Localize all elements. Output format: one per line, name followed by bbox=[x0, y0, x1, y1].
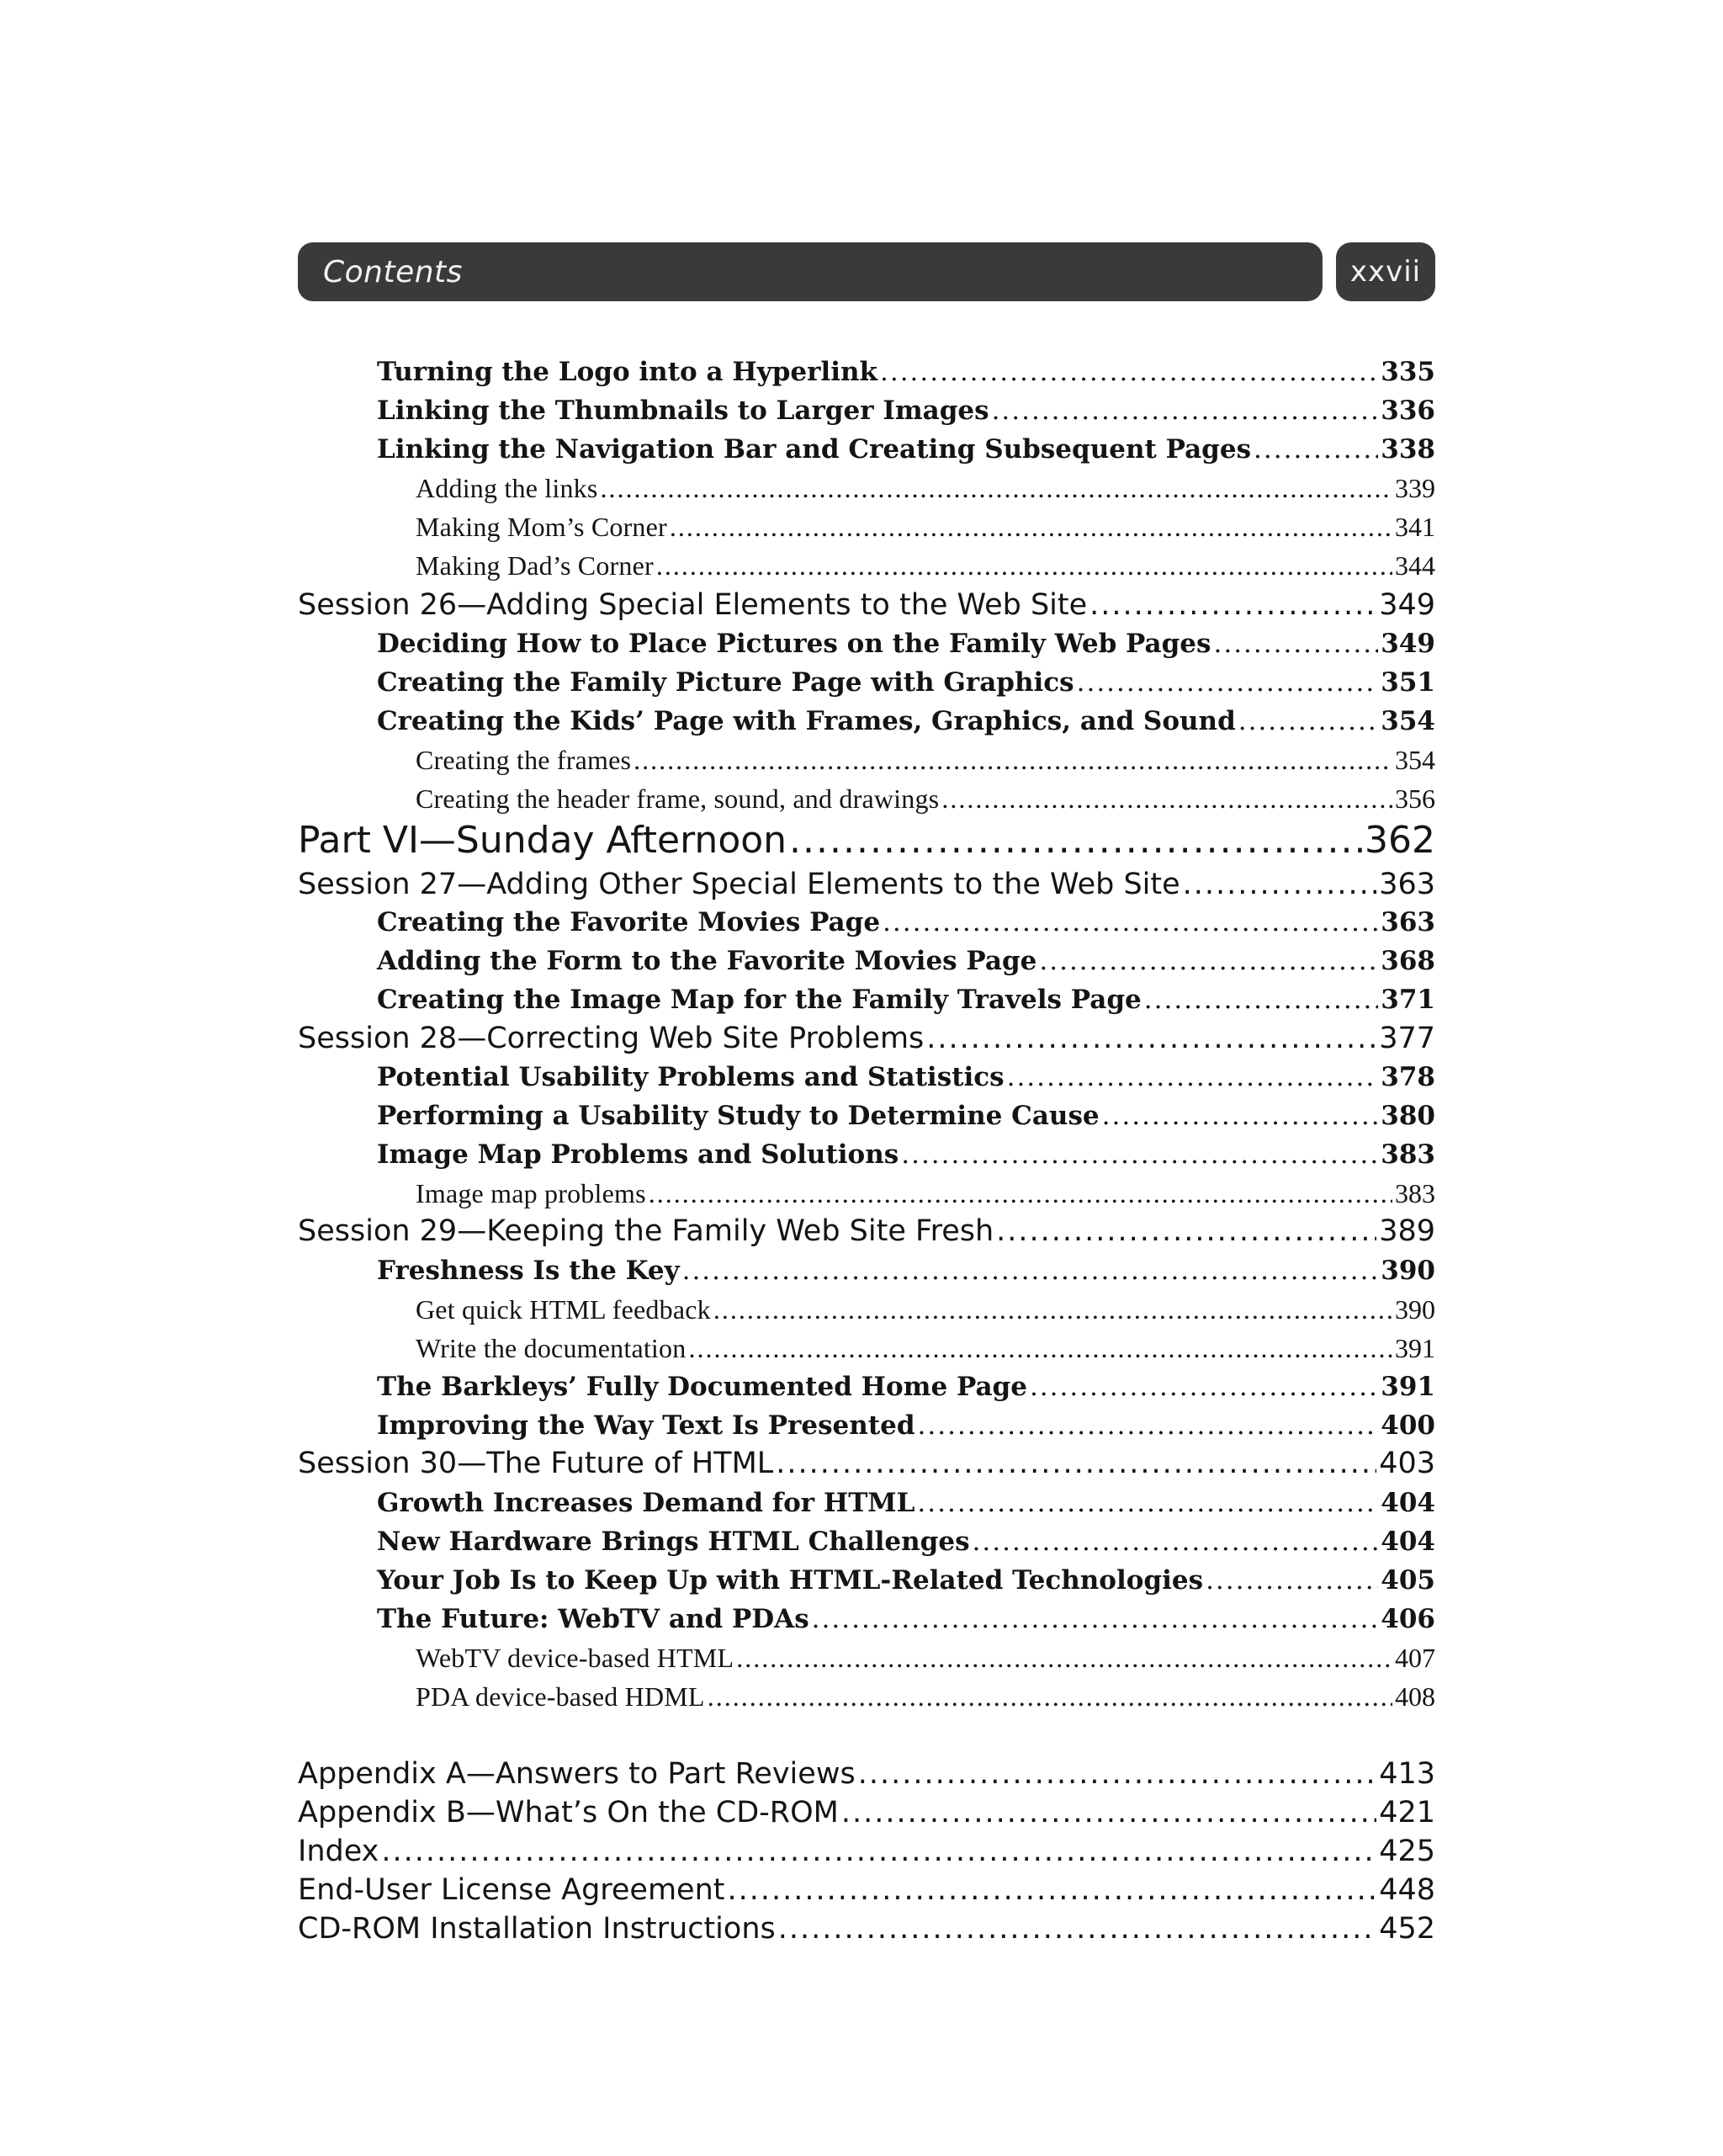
toc-entry-page: 368 bbox=[1381, 946, 1435, 976]
toc-entry-page: 400 bbox=[1381, 1410, 1435, 1441]
toc-entry bbox=[416, 745, 1435, 782]
toc-entry bbox=[377, 1527, 1435, 1564]
dot-leader bbox=[634, 745, 1392, 776]
toc-entry-title: Linking the Navigation Bar and Creating Subsequent Pages bbox=[377, 434, 1252, 465]
toc-entry-title: Adding the links bbox=[416, 473, 598, 503]
toc-entry bbox=[298, 1796, 1435, 1835]
toc-entry bbox=[377, 1101, 1435, 1138]
toc-entry bbox=[416, 1333, 1435, 1370]
toc-entry-page: 351 bbox=[1381, 667, 1435, 698]
toc-entry-page: 349 bbox=[1379, 588, 1435, 622]
toc-entry-title: Making Mom’s Corner bbox=[416, 512, 667, 542]
dot-leader bbox=[883, 907, 1378, 937]
toc-entry bbox=[377, 1565, 1435, 1602]
dot-leader bbox=[1183, 868, 1377, 901]
toc-entry-page: 354 bbox=[1395, 745, 1435, 775]
dot-leader bbox=[1089, 588, 1376, 622]
dot-leader bbox=[1206, 1565, 1378, 1596]
toc-entry-page: 338 bbox=[1381, 434, 1435, 465]
toc-entry-title: Session 29—Keeping the Family Web Site Fresh bbox=[298, 1214, 994, 1248]
toc-entry bbox=[377, 946, 1435, 983]
toc-entry bbox=[377, 629, 1435, 666]
toc-entry-page: 362 bbox=[1365, 819, 1435, 862]
toc-entry-page: 363 bbox=[1379, 868, 1435, 901]
toc-entry bbox=[298, 868, 1435, 906]
dot-leader bbox=[1254, 434, 1378, 465]
dot-leader bbox=[901, 1139, 1378, 1170]
toc-entry-title: Growth Increases Demand for HTML bbox=[377, 1488, 915, 1518]
toc-entry bbox=[298, 1835, 1435, 1873]
toc-entry-page: 452 bbox=[1379, 1912, 1435, 1946]
toc-entry-title: Get quick HTML feedback bbox=[416, 1294, 711, 1325]
toc-entry-title: Creating the Image Map for the Family Travels Page bbox=[377, 985, 1142, 1015]
toc-entry bbox=[416, 512, 1435, 549]
page-number: xxvii bbox=[1349, 255, 1422, 289]
toc-entry-page: 336 bbox=[1381, 396, 1435, 426]
toc-entry bbox=[416, 473, 1435, 510]
toc-entry-title: Appendix A—Answers to Part Reviews bbox=[298, 1757, 856, 1791]
toc-entry-page: 403 bbox=[1379, 1447, 1435, 1480]
toc-entry-title: Creating the frames bbox=[416, 745, 632, 775]
dot-leader bbox=[1039, 946, 1378, 976]
toc-entry-title: Potential Usability Problems and Statistics bbox=[377, 1062, 1005, 1092]
toc-entry bbox=[298, 1022, 1435, 1060]
toc-entry-page: 354 bbox=[1381, 706, 1435, 736]
dot-leader bbox=[973, 1527, 1379, 1557]
dot-leader bbox=[656, 550, 1392, 581]
toc-entry-title: The Future: WebTV and PDAs bbox=[377, 1604, 809, 1634]
toc-entry-page: 383 bbox=[1381, 1139, 1435, 1170]
toc-entry-page: 363 bbox=[1381, 907, 1435, 937]
toc-entry-page: 344 bbox=[1395, 550, 1435, 581]
toc-entry bbox=[377, 985, 1435, 1022]
toc-entry-page: 448 bbox=[1379, 1873, 1435, 1907]
toc-entry bbox=[298, 588, 1435, 627]
toc-entry bbox=[298, 1447, 1435, 1485]
toc-entry-page: 377 bbox=[1379, 1022, 1435, 1055]
toc-entry-title: Performing a Usability Study to Determine Cause bbox=[377, 1101, 1100, 1131]
toc-entry-title: Turning the Logo into a Hyperlink bbox=[377, 357, 877, 387]
dot-leader bbox=[941, 783, 1392, 815]
dot-leader bbox=[992, 396, 1379, 426]
toc-entry-title: Deciding How to Place Pictures on the Family Web Pages bbox=[377, 629, 1211, 659]
toc-entry-page: 378 bbox=[1381, 1062, 1435, 1092]
dot-leader bbox=[601, 473, 1392, 504]
toc-entry-title: Creating the Kids’ Page with Frames, Graphics, and Sound bbox=[377, 706, 1236, 736]
toc-entry bbox=[377, 907, 1435, 944]
toc-entry-title: Making Dad’s Corner bbox=[416, 550, 654, 581]
toc-entry bbox=[377, 1372, 1435, 1409]
toc-entry-page: 406 bbox=[1381, 1604, 1435, 1634]
toc-entry bbox=[298, 1873, 1435, 1912]
toc-entry-page: 407 bbox=[1395, 1643, 1435, 1673]
dot-leader bbox=[670, 512, 1392, 543]
toc-entry bbox=[298, 1912, 1435, 1951]
toc-entry-title: Session 27—Adding Other Special Elements to the Web Site bbox=[298, 868, 1180, 901]
toc-entry-title: Adding the Form to the Favorite Movies Page bbox=[377, 946, 1037, 976]
toc-entry-page: 335 bbox=[1381, 357, 1435, 387]
toc-entry bbox=[377, 1062, 1435, 1099]
toc-entry-title: Creating the Family Picture Page with Graphics bbox=[377, 667, 1074, 698]
toc-entry-title: Freshness Is the Key bbox=[377, 1256, 680, 1286]
toc-entry bbox=[377, 1256, 1435, 1293]
dot-leader bbox=[1077, 667, 1379, 698]
dot-leader bbox=[708, 1681, 1392, 1713]
toc-entry-title: PDA device-based HDML bbox=[416, 1681, 705, 1712]
toc-entry-page: 380 bbox=[1381, 1101, 1435, 1131]
toc-entry bbox=[377, 1604, 1435, 1641]
toc-entry bbox=[416, 550, 1435, 587]
toc-entry bbox=[416, 1681, 1435, 1718]
toc-entry-page: 390 bbox=[1395, 1294, 1435, 1325]
toc-entry-page: 408 bbox=[1395, 1681, 1435, 1712]
toc-entry bbox=[377, 357, 1435, 394]
toc-entry-page: 405 bbox=[1381, 1565, 1435, 1596]
toc-entry-title: New Hardware Brings HTML Challenges bbox=[377, 1527, 970, 1557]
toc-entry-page: 421 bbox=[1379, 1796, 1435, 1829]
toc-entry-title: Your Job Is to Keep Up with HTML-Related Technologies bbox=[377, 1565, 1204, 1596]
dot-leader bbox=[812, 1604, 1379, 1634]
toc-entry-page: 349 bbox=[1381, 629, 1435, 659]
dot-leader bbox=[736, 1643, 1392, 1674]
toc-entry-title: End-User License Agreement bbox=[298, 1873, 725, 1907]
toc-entry-page: 413 bbox=[1379, 1757, 1435, 1791]
dot-leader bbox=[917, 1488, 1378, 1518]
toc-entry-page: 383 bbox=[1395, 1178, 1435, 1208]
toc-entry bbox=[377, 706, 1435, 743]
toc-entry-title: Image Map Problems and Solutions bbox=[377, 1139, 899, 1170]
dot-leader bbox=[682, 1256, 1379, 1286]
dot-leader bbox=[1213, 629, 1378, 659]
dot-leader bbox=[1102, 1101, 1379, 1131]
toc-entry-title: Appendix B—What’s On the CD-ROM bbox=[298, 1796, 839, 1829]
dot-leader bbox=[1144, 985, 1379, 1015]
dot-leader bbox=[381, 1835, 1376, 1868]
toc-entry bbox=[377, 1139, 1435, 1176]
toc-entry-title: Image map problems bbox=[416, 1178, 646, 1208]
dot-leader bbox=[1030, 1372, 1378, 1402]
toc-entry-title: Part VI—Sunday Afternoon bbox=[298, 819, 787, 862]
toc-entry-page: 425 bbox=[1379, 1835, 1435, 1868]
toc-entry-title: Session 30—The Future of HTML bbox=[298, 1447, 774, 1480]
dot-leader bbox=[649, 1178, 1392, 1209]
dot-leader bbox=[728, 1873, 1377, 1907]
toc-entry bbox=[298, 819, 1435, 866]
toc-entry bbox=[416, 783, 1435, 820]
toc-entry bbox=[377, 667, 1435, 704]
toc-entry-title: Improving the Way Text Is Presented bbox=[377, 1410, 915, 1441]
toc-entry-title: Linking the Thumbnails to Larger Images bbox=[377, 396, 989, 426]
dot-leader bbox=[789, 819, 1362, 862]
toc-entry bbox=[416, 1294, 1435, 1331]
toc-entry-page: 371 bbox=[1381, 985, 1435, 1015]
toc-entry-page: 404 bbox=[1381, 1527, 1435, 1557]
toc-entry-page: 391 bbox=[1395, 1333, 1435, 1363]
toc-entry bbox=[416, 1643, 1435, 1680]
toc-entry-page: 356 bbox=[1395, 783, 1435, 814]
dot-leader bbox=[926, 1022, 1376, 1055]
toc-entry-page: 391 bbox=[1381, 1372, 1435, 1402]
header-title: Contents bbox=[323, 254, 463, 289]
dot-leader bbox=[688, 1333, 1392, 1364]
toc-entry-page: 389 bbox=[1379, 1214, 1435, 1248]
toc-entry bbox=[377, 1410, 1435, 1447]
toc-entry-title: Write the documentation bbox=[416, 1333, 687, 1363]
toc-entry-page: 339 bbox=[1395, 473, 1435, 503]
toc-entry bbox=[377, 434, 1435, 471]
dot-leader bbox=[1007, 1062, 1379, 1092]
toc-entry bbox=[298, 1757, 1435, 1796]
toc-entry bbox=[416, 1178, 1435, 1215]
toc-entry-page: 341 bbox=[1395, 512, 1435, 542]
dot-leader bbox=[776, 1447, 1376, 1480]
dot-leader bbox=[1238, 706, 1379, 736]
toc-entry-page: 404 bbox=[1381, 1488, 1435, 1518]
dot-leader bbox=[918, 1410, 1379, 1441]
toc-entry-page: 390 bbox=[1381, 1256, 1435, 1286]
toc-entry-title: WebTV device-based HTML bbox=[416, 1643, 734, 1673]
toc-entry-title: CD-ROM Installation Instructions bbox=[298, 1912, 776, 1946]
dot-leader bbox=[858, 1757, 1377, 1791]
toc-entry bbox=[377, 1488, 1435, 1525]
toc-entry-title: Index bbox=[298, 1835, 379, 1868]
toc-entry-title: Session 26—Adding Special Elements to the Web Site bbox=[298, 588, 1088, 622]
dot-leader bbox=[841, 1796, 1376, 1829]
toc-entry-title: Creating the Favorite Movies Page bbox=[377, 907, 881, 937]
dot-leader bbox=[778, 1912, 1376, 1946]
dot-leader bbox=[713, 1294, 1392, 1325]
toc-entry-title: Creating the header frame, sound, and drawings bbox=[416, 783, 940, 814]
toc-entry-title: Session 28—Correcting Web Site Problems bbox=[298, 1022, 925, 1055]
toc-entry-title: The Barkleys’ Fully Documented Home Page bbox=[377, 1372, 1027, 1402]
dot-leader bbox=[996, 1214, 1376, 1248]
toc-entry bbox=[377, 396, 1435, 433]
dot-leader bbox=[880, 357, 1378, 387]
toc-entry bbox=[298, 1214, 1435, 1253]
